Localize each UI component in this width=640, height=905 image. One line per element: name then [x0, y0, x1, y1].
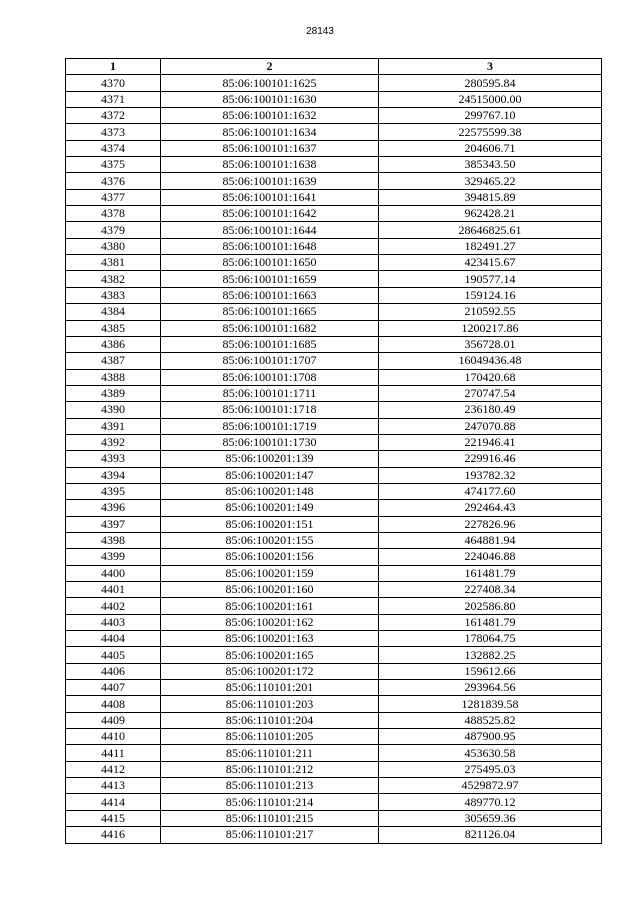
- cell-index: 4413: [66, 778, 161, 794]
- cell-cadastral-number: 85:06:100201:163: [161, 631, 379, 647]
- cell-index: 4378: [66, 206, 161, 222]
- cell-value: 159612.66: [379, 663, 602, 679]
- cell-value: 4529872.97: [379, 778, 602, 794]
- cell-value: 161481.79: [379, 565, 602, 581]
- cell-value: 132882.25: [379, 647, 602, 663]
- cell-cadastral-number: 85:06:100101:1663: [161, 287, 379, 303]
- cell-index: 4401: [66, 582, 161, 598]
- table-row: [66, 549, 602, 565]
- table-row: [66, 336, 602, 352]
- table-row: [66, 794, 602, 810]
- cell-value: 489770.12: [379, 794, 602, 810]
- cell-value: 464881.94: [379, 532, 602, 548]
- table-row: [66, 402, 602, 418]
- cell-index: 4391: [66, 418, 161, 434]
- table-row: [66, 320, 602, 336]
- column-header-cadastral-number: 2: [161, 59, 379, 75]
- cell-value: 821126.04: [379, 827, 602, 843]
- cell-value: 292464.43: [379, 500, 602, 516]
- cell-index: 4392: [66, 434, 161, 450]
- table-row: [66, 353, 602, 369]
- cell-index: 4390: [66, 402, 161, 418]
- cell-cadastral-number: 85:06:100101:1630: [161, 91, 379, 107]
- cell-index: 4395: [66, 483, 161, 499]
- cell-cadastral-number: 85:06:110101:212: [161, 761, 379, 777]
- cell-cadastral-number: 85:06:100101:1644: [161, 222, 379, 238]
- cell-index: 4416: [66, 827, 161, 843]
- cell-index: 4400: [66, 565, 161, 581]
- cell-cadastral-number: 85:06:100101:1659: [161, 271, 379, 287]
- cell-cadastral-number: 85:06:110101:201: [161, 680, 379, 696]
- cell-cadastral-number: 85:06:100101:1642: [161, 206, 379, 222]
- table-row: [66, 810, 602, 826]
- table-body: [66, 75, 602, 843]
- cell-index: 4376: [66, 173, 161, 189]
- cell-value: 236180.49: [379, 402, 602, 418]
- cell-cadastral-number: 85:06:100101:1711: [161, 385, 379, 401]
- column-header-index: 1: [66, 59, 161, 75]
- cell-index: 4398: [66, 532, 161, 548]
- cell-value: 394815.89: [379, 189, 602, 205]
- table-row: [66, 385, 602, 401]
- cell-index: 4405: [66, 647, 161, 663]
- table-row: [66, 140, 602, 156]
- cell-cadastral-number: 85:06:110101:215: [161, 810, 379, 826]
- cell-cadastral-number: 85:06:100201:159: [161, 565, 379, 581]
- cell-index: 4372: [66, 108, 161, 124]
- cell-cadastral-number: 85:06:100201:161: [161, 598, 379, 614]
- cell-cadastral-number: 85:06:100101:1665: [161, 304, 379, 320]
- cell-cadastral-number: 85:06:100201:151: [161, 516, 379, 532]
- cell-value: 161481.79: [379, 614, 602, 630]
- cell-value: 453630.58: [379, 745, 602, 761]
- table-row: [66, 483, 602, 499]
- cell-cadastral-number: 85:06:100201:172: [161, 663, 379, 679]
- table-header-row: [66, 59, 602, 75]
- cell-cadastral-number: 85:06:100101:1638: [161, 157, 379, 173]
- cell-cadastral-number: 85:06:100101:1730: [161, 434, 379, 450]
- cell-value: 487900.95: [379, 729, 602, 745]
- cell-cadastral-number: 85:06:100201:160: [161, 582, 379, 598]
- cell-index: 4415: [66, 810, 161, 826]
- cell-value: 474177.60: [379, 483, 602, 499]
- cell-index: 4389: [66, 385, 161, 401]
- cell-index: 4387: [66, 353, 161, 369]
- table-row: [66, 451, 602, 467]
- table-row: [66, 516, 602, 532]
- cell-value: 178064.75: [379, 631, 602, 647]
- cell-value: 356728.01: [379, 336, 602, 352]
- cell-index: 4370: [66, 75, 161, 91]
- cell-value: 280595.84: [379, 75, 602, 91]
- cell-cadastral-number: 85:06:100101:1707: [161, 353, 379, 369]
- table-row: [66, 500, 602, 516]
- cell-cadastral-number: 85:06:100201:147: [161, 467, 379, 483]
- table-row: [66, 598, 602, 614]
- cell-cadastral-number: 85:06:100201:162: [161, 614, 379, 630]
- table-row: [66, 729, 602, 745]
- cell-index: 4380: [66, 238, 161, 254]
- cell-value: 182491.27: [379, 238, 602, 254]
- cell-index: 4384: [66, 304, 161, 320]
- table-row: [66, 304, 602, 320]
- table-row: [66, 157, 602, 173]
- cell-index: 4379: [66, 222, 161, 238]
- table-row: [66, 287, 602, 303]
- cell-cadastral-number: 85:06:110101:204: [161, 712, 379, 728]
- table-row: [66, 255, 602, 271]
- cell-index: 4414: [66, 794, 161, 810]
- cell-value: 22575599.38: [379, 124, 602, 140]
- table-row: [66, 418, 602, 434]
- cell-cadastral-number: 85:06:110101:217: [161, 827, 379, 843]
- column-header-value: 3: [379, 59, 602, 75]
- cell-index: 4393: [66, 451, 161, 467]
- cell-value: 247070.88: [379, 418, 602, 434]
- cell-cadastral-number: 85:06:100101:1634: [161, 124, 379, 140]
- cell-value: 962428.21: [379, 206, 602, 222]
- cell-index: 4375: [66, 157, 161, 173]
- cell-cadastral-number: 85:06:100101:1639: [161, 173, 379, 189]
- table-row: [66, 565, 602, 581]
- table-row: [66, 778, 602, 794]
- cell-value: 293964.56: [379, 680, 602, 696]
- cell-index: 4399: [66, 549, 161, 565]
- cell-value: 224046.88: [379, 549, 602, 565]
- cell-value: 299767.10: [379, 108, 602, 124]
- cell-value: 385343.50: [379, 157, 602, 173]
- cell-index: 4407: [66, 680, 161, 696]
- cell-cadastral-number: 85:06:100201:148: [161, 483, 379, 499]
- cell-value: 210592.55: [379, 304, 602, 320]
- table-row: [66, 108, 602, 124]
- cell-index: 4408: [66, 696, 161, 712]
- cell-value: 329465.22: [379, 173, 602, 189]
- cell-index: 4404: [66, 631, 161, 647]
- cell-index: 4397: [66, 516, 161, 532]
- table-row: [66, 614, 602, 630]
- cell-cadastral-number: 85:06:110101:211: [161, 745, 379, 761]
- cell-index: 4403: [66, 614, 161, 630]
- table-row: [66, 467, 602, 483]
- cell-index: 4396: [66, 500, 161, 516]
- cell-value: 229916.46: [379, 451, 602, 467]
- cell-value: 1281839.58: [379, 696, 602, 712]
- table-row: [66, 631, 602, 647]
- cell-index: 4411: [66, 745, 161, 761]
- cell-cadastral-number: 85:06:110101:205: [161, 729, 379, 745]
- cell-index: 4388: [66, 369, 161, 385]
- cell-index: 4382: [66, 271, 161, 287]
- cell-value: 190577.14: [379, 271, 602, 287]
- cell-value: 221946.41: [379, 434, 602, 450]
- cell-index: 4394: [66, 467, 161, 483]
- cell-cadastral-number: 85:06:100101:1718: [161, 402, 379, 418]
- cell-value: 204606.71: [379, 140, 602, 156]
- table-row: [66, 369, 602, 385]
- cell-cadastral-number: 85:06:110101:203: [161, 696, 379, 712]
- cell-index: 4374: [66, 140, 161, 156]
- cell-cadastral-number: 85:06:100101:1637: [161, 140, 379, 156]
- cell-cadastral-number: 85:06:100101:1625: [161, 75, 379, 91]
- cell-value: 1200217.86: [379, 320, 602, 336]
- table-row: [66, 173, 602, 189]
- cell-cadastral-number: 85:06:100101:1685: [161, 336, 379, 352]
- cell-index: 4381: [66, 255, 161, 271]
- cell-index: 4409: [66, 712, 161, 728]
- cell-cadastral-number: 85:06:100101:1708: [161, 369, 379, 385]
- cell-value: 202586.80: [379, 598, 602, 614]
- page-number: 28143: [306, 26, 334, 37]
- cell-cadastral-number: 85:06:100101:1719: [161, 418, 379, 434]
- cell-cadastral-number: 85:06:100201:165: [161, 647, 379, 663]
- cell-cadastral-number: 85:06:100101:1632: [161, 108, 379, 124]
- table-row: [66, 647, 602, 663]
- table-row: [66, 91, 602, 107]
- cell-value: 170420.68: [379, 369, 602, 385]
- table-row: [66, 238, 602, 254]
- table-row: [66, 532, 602, 548]
- table-row: [66, 663, 602, 679]
- cell-cadastral-number: 85:06:100201:155: [161, 532, 379, 548]
- cell-cadastral-number: 85:06:100101:1650: [161, 255, 379, 271]
- cell-index: 4371: [66, 91, 161, 107]
- table-row: [66, 745, 602, 761]
- table-row: [66, 712, 602, 728]
- cell-value: 24515000.00: [379, 91, 602, 107]
- cadastral-value-table: [65, 58, 602, 844]
- cell-value: 488525.82: [379, 712, 602, 728]
- cell-cadastral-number: 85:06:100101:1641: [161, 189, 379, 205]
- cell-value: 227408.34: [379, 582, 602, 598]
- table-row: [66, 761, 602, 777]
- cell-index: 4406: [66, 663, 161, 679]
- table-row: [66, 582, 602, 598]
- cell-value: 423415.67: [379, 255, 602, 271]
- table-row: [66, 124, 602, 140]
- cell-index: 4383: [66, 287, 161, 303]
- cell-index: 4410: [66, 729, 161, 745]
- cell-value: 159124.16: [379, 287, 602, 303]
- cell-cadastral-number: 85:06:100101:1682: [161, 320, 379, 336]
- cell-cadastral-number: 85:06:100101:1648: [161, 238, 379, 254]
- table-row: [66, 222, 602, 238]
- cell-value: 227826.96: [379, 516, 602, 532]
- cell-value: 16049436.48: [379, 353, 602, 369]
- cell-cadastral-number: 85:06:100201:139: [161, 451, 379, 467]
- cell-cadastral-number: 85:06:100201:149: [161, 500, 379, 516]
- cell-value: 28646825.61: [379, 222, 602, 238]
- cell-index: 4386: [66, 336, 161, 352]
- table-row: [66, 75, 602, 91]
- table-row: [66, 827, 602, 843]
- cell-index: 4377: [66, 189, 161, 205]
- table-row: [66, 206, 602, 222]
- cell-cadastral-number: 85:06:110101:213: [161, 778, 379, 794]
- cell-index: 4385: [66, 320, 161, 336]
- cell-index: 4373: [66, 124, 161, 140]
- table-row: [66, 271, 602, 287]
- cell-value: 270747.54: [379, 385, 602, 401]
- table-row: [66, 434, 602, 450]
- cell-index: 4412: [66, 761, 161, 777]
- cell-cadastral-number: 85:06:100201:156: [161, 549, 379, 565]
- cell-value: 305659.36: [379, 810, 602, 826]
- cell-index: 4402: [66, 598, 161, 614]
- cell-cadastral-number: 85:06:110101:214: [161, 794, 379, 810]
- table-row: [66, 696, 602, 712]
- cell-value: 275495.03: [379, 761, 602, 777]
- table-row: [66, 189, 602, 205]
- cell-value: 193782.32: [379, 467, 602, 483]
- table-row: [66, 680, 602, 696]
